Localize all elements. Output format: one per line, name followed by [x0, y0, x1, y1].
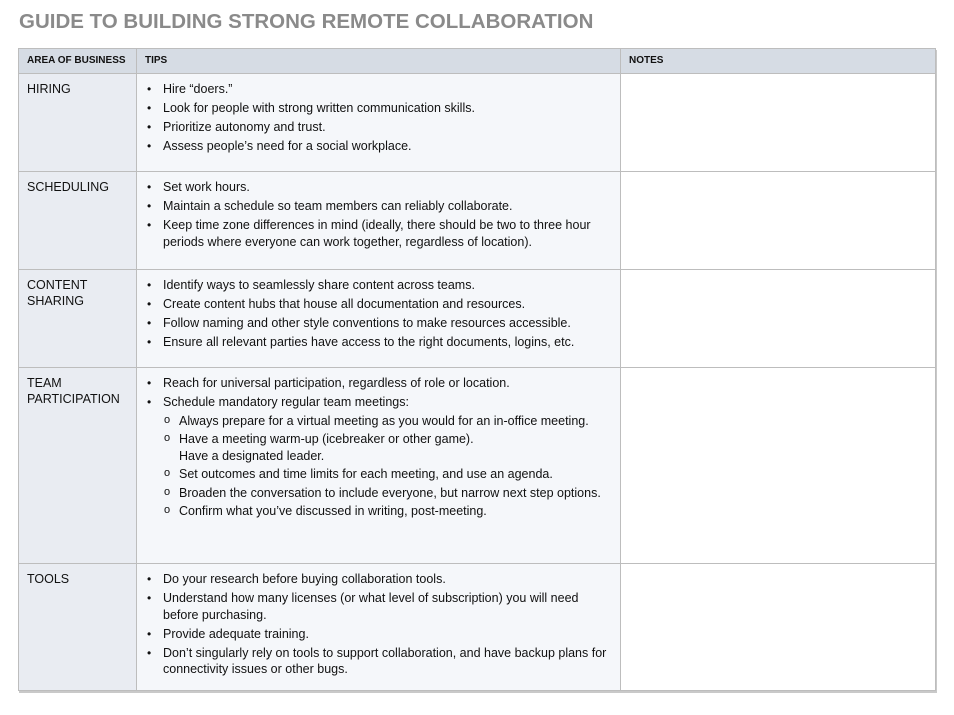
- tip-text: Prioritize autonomy and trust.: [163, 120, 326, 134]
- page-title: GUIDE TO BUILDING STRONG REMOTE COLLABORATION: [19, 10, 594, 33]
- tip-item: [143, 81, 614, 98]
- sub-tip-item: [163, 503, 614, 520]
- tip-text: Identify ways to seamlessly share content across teams.: [163, 278, 475, 292]
- tip-text: Maintain a schedule so team members can reliably collaborate.: [163, 199, 513, 213]
- tip-text: Keep time zone differences in mind (ideally, there should be two to three hour periods where everyone can work together, regardless of location).: [163, 218, 591, 249]
- tip-item: [143, 277, 614, 294]
- sub-tip-text: o Have a meeting warm-up (icebreaker or other game).: [179, 432, 474, 446]
- tips-cell: [137, 368, 621, 564]
- header-row: [19, 49, 936, 74]
- tip-text: Provide adequate training.: [163, 626, 309, 641]
- area-label: TOOLS: [27, 572, 70, 586]
- tip-text: Create content hubs that house all documentation and resources.: [163, 297, 526, 311]
- sub-tip-item: [163, 485, 614, 502]
- sub-tip-text: o Confirm what you’ve discussed in writing, post-meeting.: [179, 504, 487, 518]
- tip-text: Don’t singularly rely on tools to support collaboration, and have backup plans for connectivity issues or other bugs.: [163, 645, 607, 676]
- area-label: PARTICIPATION: [27, 392, 120, 406]
- area-label: TEAM: [27, 376, 62, 390]
- tip-text: Follow naming and other style conventions to make resources accessible.: [163, 316, 571, 330]
- tip-item: [143, 626, 614, 643]
- sub-tip-text: o Always prepare for a virtual meeting as you would for an in-office meeting.: [179, 413, 589, 428]
- sub-tip-item: [163, 413, 614, 430]
- notes-cell[interactable]: [621, 368, 936, 564]
- tips-list: [143, 571, 614, 678]
- table-row: [19, 564, 936, 691]
- tips-cell: [137, 74, 621, 172]
- area-cell: [19, 564, 137, 691]
- tip-item: [143, 375, 614, 392]
- area-cell: [19, 74, 137, 172]
- notes-cell[interactable]: [621, 270, 936, 368]
- notes-cell[interactable]: [621, 74, 936, 172]
- sub-tip-text: o Set outcomes and time limits for each meeting, and use an agenda.: [179, 467, 553, 481]
- table-row: [19, 270, 936, 368]
- sub-tip-item: [163, 466, 614, 483]
- sub-tip-item: [163, 431, 614, 464]
- tip-item: [143, 119, 614, 136]
- table-row: [19, 172, 936, 270]
- tip-item: [143, 590, 614, 623]
- tip-item: [143, 296, 614, 313]
- tip-item: [143, 217, 614, 250]
- header-area: AREA OF BUSINESS: [19, 49, 137, 74]
- tips-cell: [137, 564, 621, 691]
- area-label: SHARING: [27, 294, 84, 308]
- tip-text: Understand how many licenses (or what level of subscription) you will need before purchasing.: [163, 591, 579, 622]
- table-row: [19, 368, 936, 564]
- header-tips: TIPS: [137, 49, 621, 74]
- tips-list: [143, 179, 614, 250]
- tip-item: [143, 100, 614, 117]
- tip-item: [143, 394, 614, 520]
- tip-text: Set work hours.: [163, 180, 250, 194]
- area-label: SCHEDULING: [27, 180, 109, 194]
- collaboration-guide-table: [18, 48, 936, 691]
- tip-item: [143, 645, 614, 678]
- area-cell: [19, 270, 137, 368]
- tips-list: [143, 277, 614, 351]
- area-cell: [19, 172, 137, 270]
- notes-cell[interactable]: [621, 564, 936, 691]
- tip-text: Look for people with strong written communication skills.: [163, 101, 475, 115]
- tip-item: [143, 315, 614, 332]
- tip-item: [143, 198, 614, 215]
- tip-text: Assess people’s need for a social workplace.: [163, 139, 412, 153]
- tip-item: [143, 138, 614, 155]
- tip-item: [143, 571, 614, 588]
- header-notes: NOTES: [621, 49, 936, 74]
- sub-tip-text: Have a designated leader.: [179, 448, 325, 463]
- tips-cell: [137, 172, 621, 270]
- tips-list: [143, 81, 614, 155]
- tip-text: Reach for universal participation, regardless of role or location.: [163, 376, 510, 390]
- tip-item: [143, 334, 614, 351]
- sub-tip-text: o Broaden the conversation to include everyone, but narrow next step options.: [179, 485, 601, 500]
- area-label: CONTENT: [27, 278, 88, 292]
- tip-text: Do your research before buying collaboration tools.: [163, 572, 446, 586]
- sub-tips-list: [163, 413, 614, 520]
- tip-item: [143, 179, 614, 196]
- area-label: HIRING: [27, 82, 71, 96]
- tips-cell: [137, 270, 621, 368]
- table-row: [19, 74, 936, 172]
- tip-text: Ensure all relevant parties have access to the right documents, logins, etc.: [163, 335, 575, 349]
- area-cell: [19, 368, 137, 564]
- tip-text: Hire “doers.”: [163, 82, 233, 96]
- tips-list: [143, 375, 614, 520]
- notes-cell[interactable]: [621, 172, 936, 270]
- tip-text: Schedule mandatory regular team meetings:: [163, 395, 409, 409]
